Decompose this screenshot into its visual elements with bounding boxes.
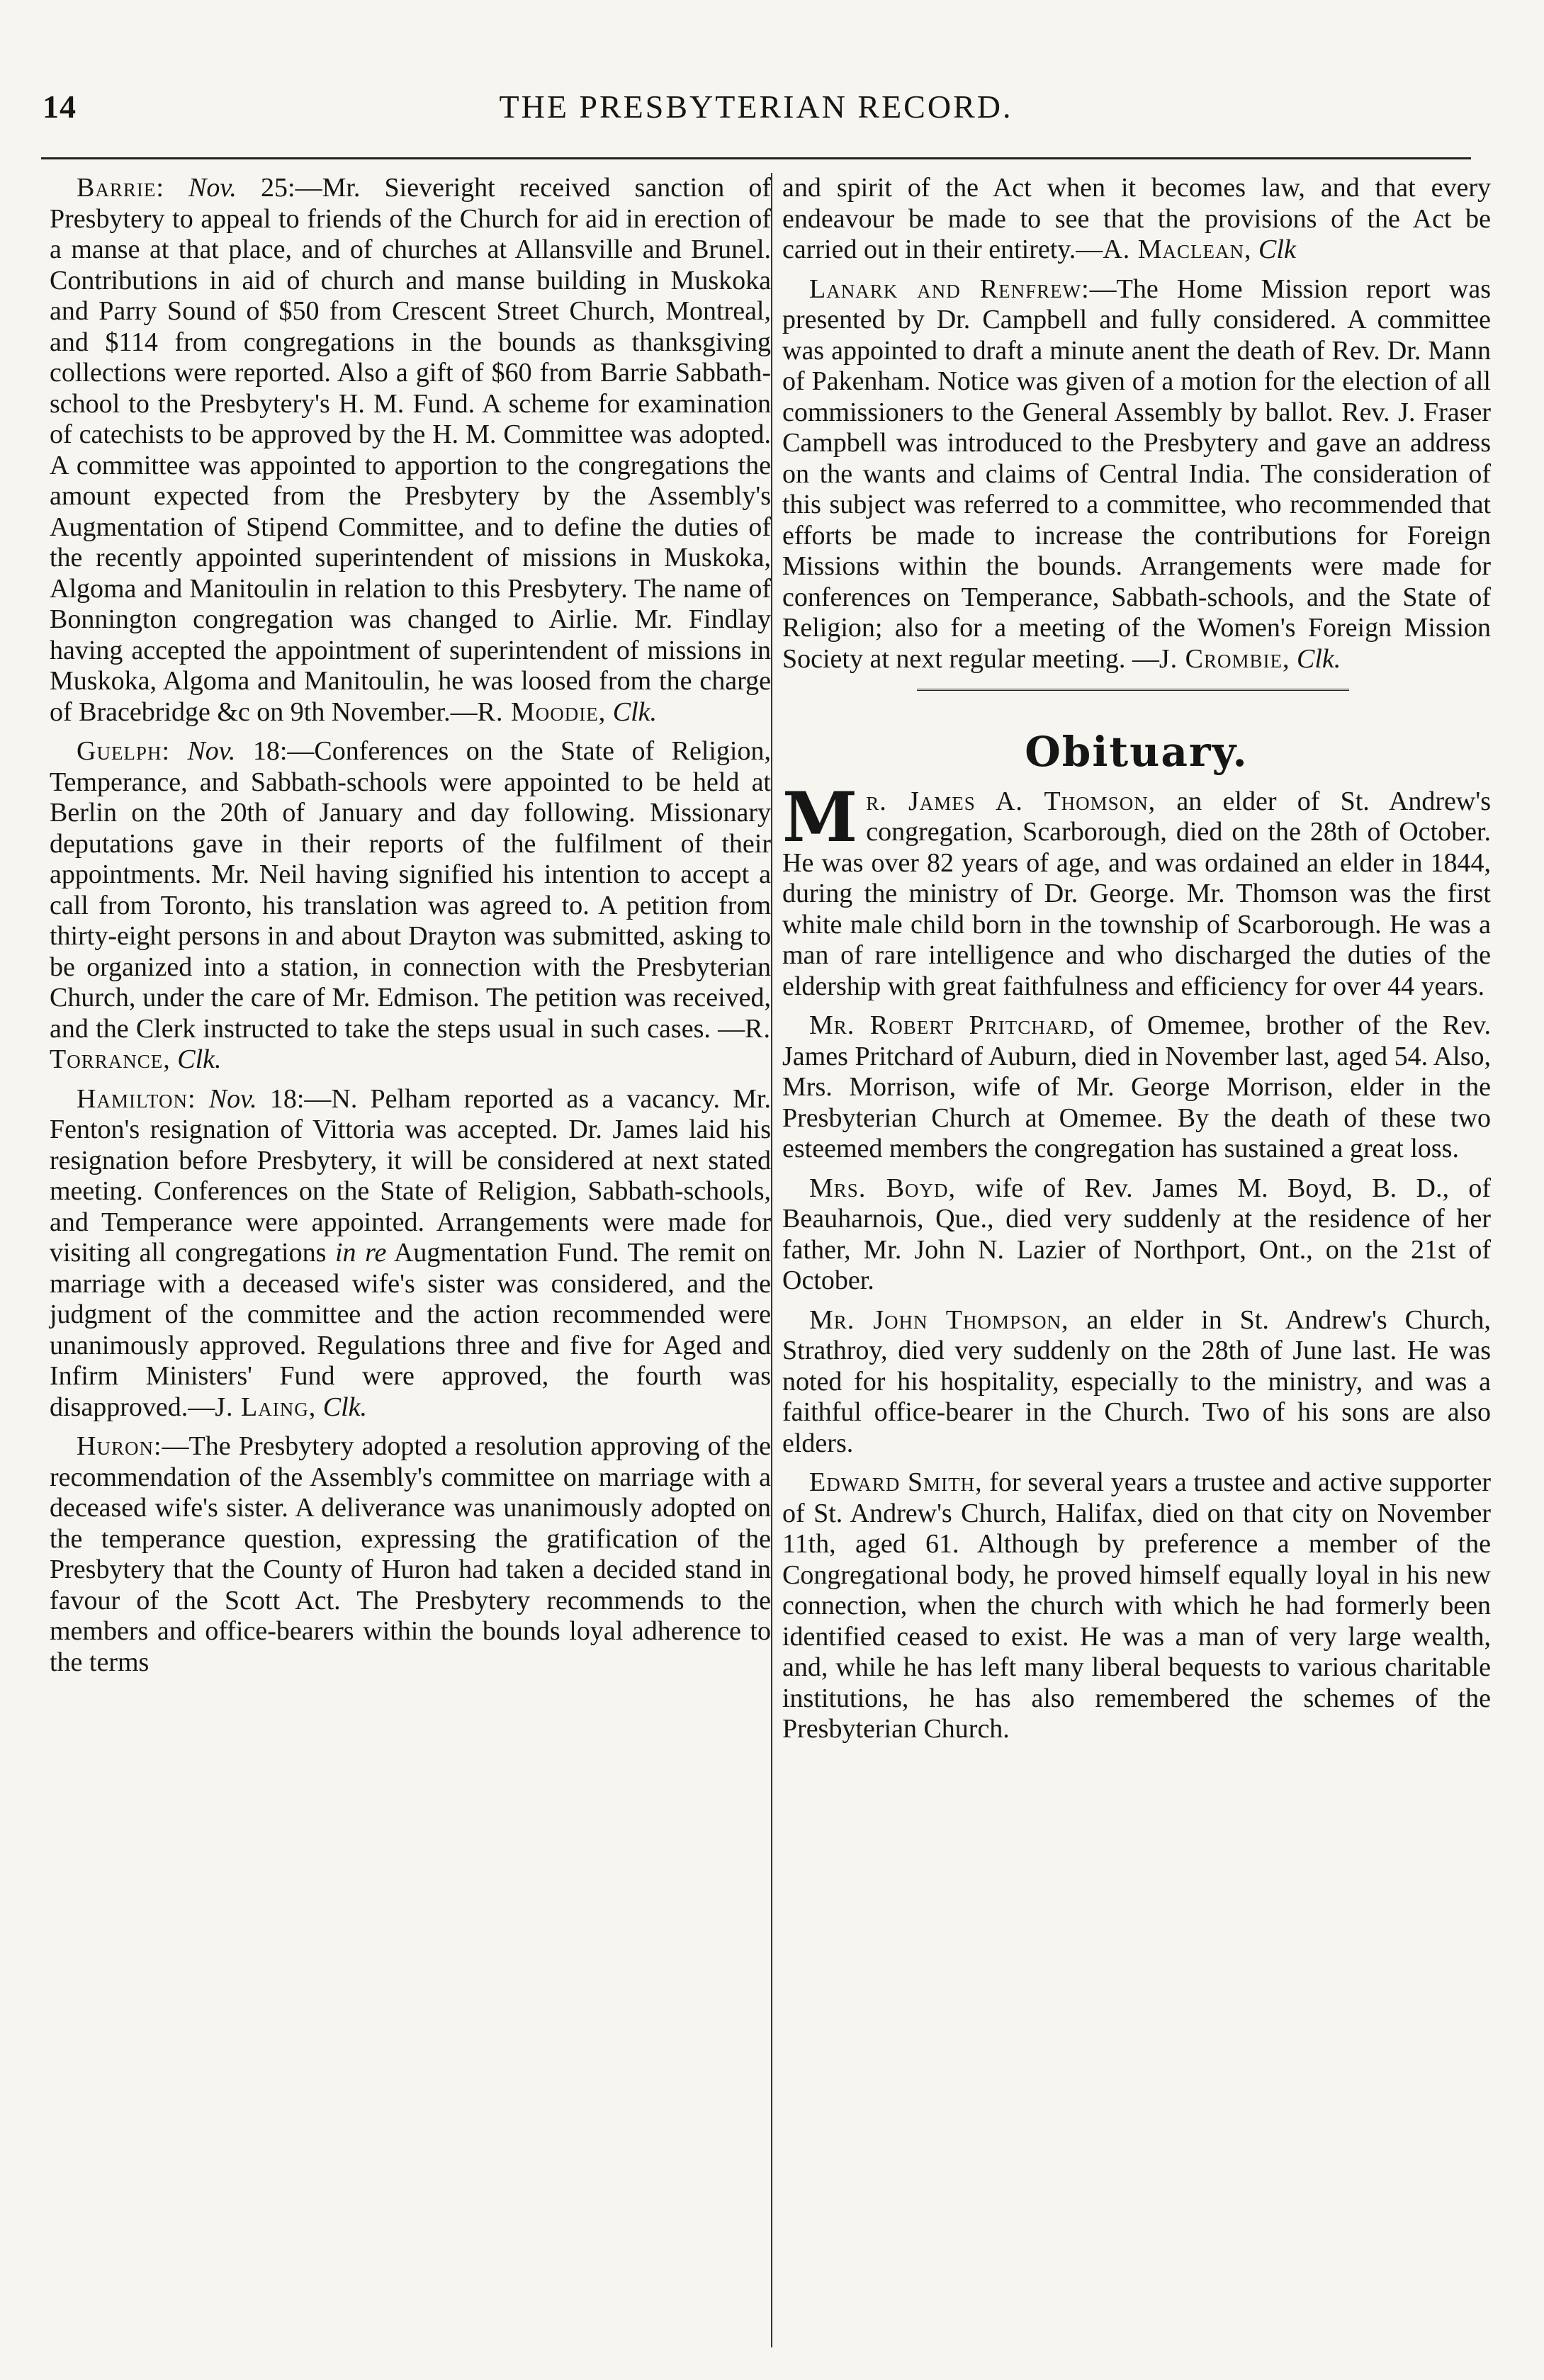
italic-phrase: in re: [335, 1238, 387, 1268]
right-column: [782, 173, 1491, 2352]
report-date: Nov.: [187, 736, 236, 766]
report-body: —The Presbytery adopted a resolution approving of the recommendation of the Assembly's committee on marriage with a deceased wife's sister. A deliverance was unanimously adopted on the temperance question, expressing the gratification of the Presbytery that the County of Huron had taken a decided stand in favour of the Scott Act. The Presbytery recommends to the members and office-bearers within the bounds loyal adherence to the terms: [50, 1431, 771, 1677]
report-body: 18:—Conferences on the State of Religion, Temperance, and Sabbath-schools were appointed to be held at Berlin on the 20th of January and day following. Missionary deputations gave in their reports of the fulfilment of their appointments. Mr. Neil having signified his intention to accept a call from Toronto, his translation was agreed to. A petition from thirty-eight persons in and about Drayton was submitted, asking to be organized into a station, in connection with the Presbyterian Church, under the care of Mr. Edmison. The petition was received, and the Clerk instructed to take the steps usual in such cases. —: [50, 736, 771, 1044]
clerk-title: Clk.: [177, 1044, 222, 1074]
obituary-pritchard: [782, 1010, 1491, 1165]
clerk-signature: J. Crombie,: [1159, 643, 1290, 674]
section-rule: [782, 683, 1491, 700]
obituary-thomson: [782, 777, 1491, 1003]
deceased-name: Mr. Robert Pritchard,: [809, 1010, 1096, 1040]
clerk-signature: R. Moodie,: [477, 696, 607, 727]
deceased-name: Edward Smith,: [809, 1467, 983, 1497]
clerk-title: Clk: [1258, 235, 1296, 264]
presbytery-name: Hamilton:: [77, 1083, 196, 1114]
deceased-name: Mr. John Thompson,: [809, 1304, 1069, 1335]
page-number: 14: [43, 89, 77, 125]
presbytery-name: Guelph:: [77, 736, 170, 766]
page-header: [41, 84, 1471, 143]
clerk-signature: J. Laing,: [215, 1392, 317, 1422]
double-rule: [917, 689, 1349, 694]
journal-title: THE PRESBYTERIAN RECORD.: [499, 89, 1013, 125]
presbytery-report-lanark-renfrew: [782, 274, 1491, 675]
obituary-smith: [782, 1467, 1491, 1745]
presbytery-report-huron: [50, 1431, 771, 1678]
presbytery-report-barrie: [50, 173, 771, 728]
obituary-body: an elder in St. Andrew's Church, Strathroy, died very suddenly on the 28th of June last. He was noted for his hospitality, especially to the ministry, and was a faithful office-bearer in the Church. Two of his sons are also elders.: [782, 1304, 1491, 1458]
presbytery-name: Barrie:: [77, 173, 164, 203]
presbytery-report-guelph: [50, 736, 771, 1076]
left-column: [50, 173, 771, 2352]
report-body: —The Home Mission report was presented by Dr. Campbell and fully considered. A committee was appointed to draft a minute anent the death of Rev. Dr. Mann of Pakenham. Notice was given of a motion for the election of all commissioners to the General Assembly by ballot. Rev. J. Fraser Campbell was introduced to the Presbytery and gave an address on the wants and claims of Central India. The consideration of this subject was referred to a committee, who recommended that efforts be made to increase the contributions for Foreign Missions within the bounds. Arrangements were made for conferences on Temperance, Sabbath-schools, and the State of Religion; also for a meeting of the Women's Foreign Mission Society at next regular meeting. —: [782, 273, 1491, 674]
clerk-title: Clk.: [1297, 643, 1341, 674]
clerk-signature: A. Maclean,: [1103, 235, 1252, 264]
report-body: 25:—Mr. Sieveright received sanction of Presbytery to appeal to friends of the Church for aid in erection of a manse at that place, and of churches at Allansville and Brunel. Contributions in aid of church and manse building in Muskoka and Parry Sound of $50 from Crescent Street Church, Montreal, and $114 from congregations in the bounds as thanksgiving collections were reported. Also a gift of $60 from Barrie Sabbath-school to the Presbytery's H. M. Fund. A scheme for examination of catechists to be approved by the H. M. Committee was adopted. A committee was appointed to apportion to the congregations the amount expected from the Presbytery by the Assembly's Augmentation of Stipend Committee, and to define the duties of the recently appointed superintendent of missions in Muskoka, Algoma and Manitoulin in relation to this Presbytery. The name of Bonnington congregation was changed to Airlie. Mr. Findlay having accepted the appointment of superintendent of missions in Muskoka, Algoma and Manitoulin, he was loosed from the charge of Bracebridge &c on 9th November.—: [50, 173, 771, 727]
obituary-body: of Omemee, brother of the Rev. James Pritchard of Auburn, died in November last, aged 54. Also, Mrs. Morrison, wife of Mr. George Morrison, elder in the Presbyterian Church at Omemee. By the death of these two esteemed members the congregation has sustained a great loss.: [782, 1010, 1491, 1163]
obituary-heading: Obituary.: [1025, 728, 1249, 776]
clerk-title: Clk.: [612, 696, 658, 727]
report-body: and spirit of the Act when it becomes law, and that every endeavour be made to see that the provisions of the Act be carried out in their entirety.—: [782, 173, 1491, 264]
presbytery-report-huron-continued: [782, 173, 1491, 266]
presbytery-report-hamilton: [50, 1084, 771, 1423]
obituary-body: wife of Rev. James M. Boyd, B. D., of Beauharnois, Que., died very suddenly at the residence of her father, Mr. John N. Lazier of Northport, Ont., on the 21st of October.: [782, 1173, 1491, 1295]
report-date: Nov.: [208, 1083, 257, 1114]
drop-cap-letter: M: [782, 777, 858, 857]
obituary-body: an elder of St. Andrew's congregation, Scarborough, died on the 28th of October. He was over 82 years of age, and was ordained an elder in 1844, during the ministry of Dr. George. Mr. Thomson was the first white male child born in the township of Scarborough. He was a man of rare intelligence and who discharged the duties of the eldership with great faithfulness and efficiency for over 44 years.: [782, 786, 1491, 1001]
clerk-signature: R. Torrance,: [50, 1013, 771, 1074]
column-divider: [771, 173, 772, 2347]
report-body-continued: Augmentation Fund. The remit on marriage with a deceased wife's sister was considered, and the judgment of the committee and the action recommended were unanimously approved. Regulations three and five for Aged and Infirm Ministers' Fund were approved, the fourth was disapproved.—: [50, 1238, 772, 1422]
presbytery-name: Huron:: [77, 1431, 162, 1461]
header-rule: [41, 157, 1471, 159]
deceased-name: r. James A. Thomson,: [866, 786, 1156, 816]
report-date: Nov.: [188, 173, 237, 203]
obituary-body: for several years a trustee and active supporter of St. Andrew's Church, Halifax, died on that city on November 11th, aged 61. Although by preference a member of the Congregational body, he proved himself equally loyal in his new connection, when the church with which he had formerly been identified ceased to exist. He was a man of very large wealth, and, while he has left many liberal bequests to various charitable institutions, he has also remembered the schemes of the Presbyterian Church.: [782, 1467, 1491, 1744]
presbytery-name: Lanark and Renfrew:: [809, 273, 1090, 304]
report-body: 18:—N. Pelham reported as a vacancy. Mr. Fenton's resignation of Vittoria was accepted. Dr. James laid his resignation before Presbytery, it will be considered at next stated meeting. Conferences on the State of Religion, Sabbath-schools, and Temperance were appointed. Arrangements were made for visiting all congregations: [50, 1083, 771, 1268]
obituary-boyd: [782, 1173, 1491, 1297]
deceased-name: Mrs. Boyd,: [809, 1173, 957, 1203]
clerk-title: Clk.: [322, 1392, 368, 1422]
obituary-thompson: [782, 1305, 1491, 1460]
